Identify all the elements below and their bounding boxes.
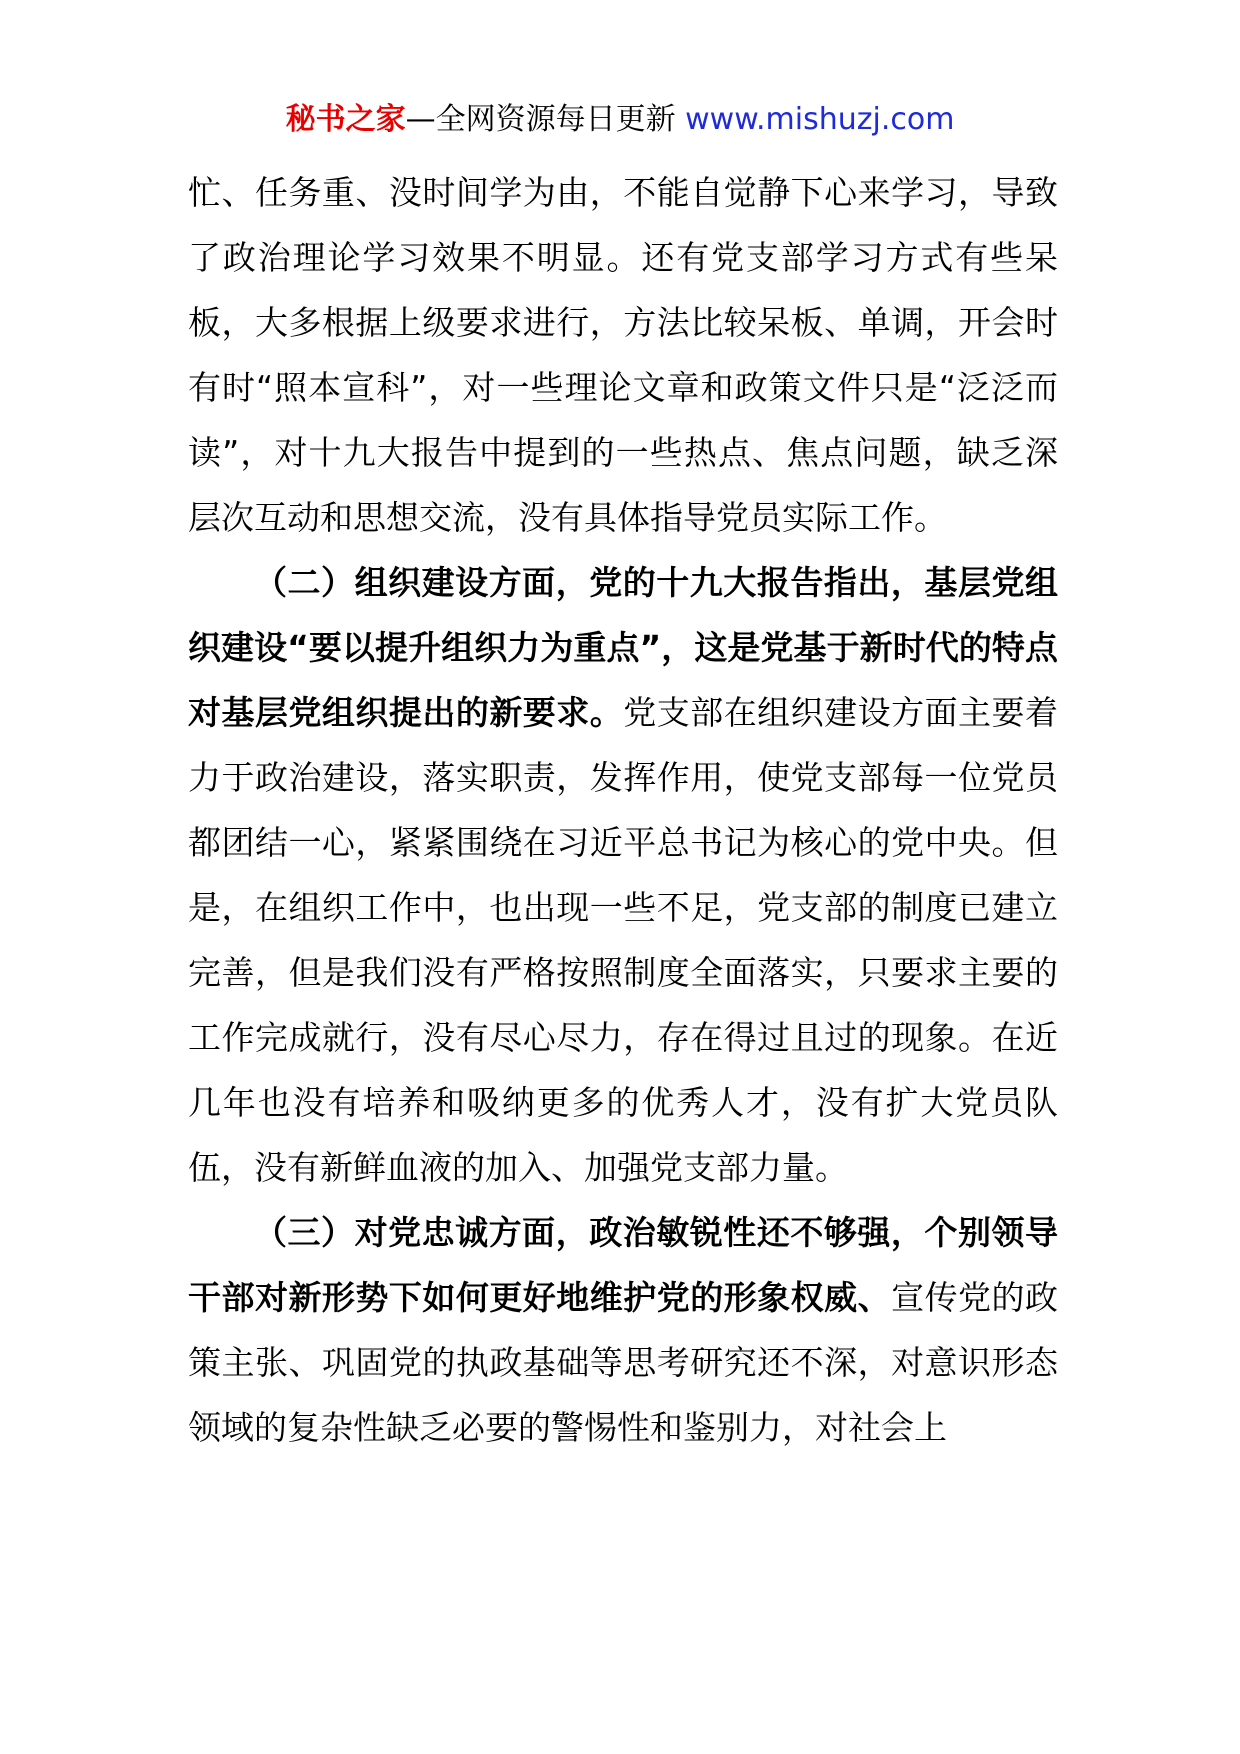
paragraph-1-text: 忙、任务重、没时间学为由，不能自觉静下心来学习，导致了政治理论学习效果不明显。还有党支部学习方式有些呆板，大多根据上级要求进行，方法比较呆板、单调，开会时有时“照本宣科”，对一些理论文章和政策文件只是“泛泛而读”，对十九大报告中提到的一些热点、焦点问题，缺乏深层次互动和思想交流，没有具体指导党员实际工作。 [188, 173, 1058, 537]
paragraph-3 [188, 1200, 1058, 1460]
page-header [0, 100, 1240, 140]
document-body [188, 160, 1058, 1460]
paragraph-2-heading: （二）组织建设方面，党的十九大报告指出，基层党组织建设“要以提升组织力为重点”，这是党基于新时代的特点对基层党组织提出的新要求。 [188, 563, 1058, 732]
paragraph-3-heading: （三）对党忠诚方面，政治敏锐性还不够强，个别领导干部对新形势下如何更好地维护党的形象权威、 [188, 1213, 1058, 1317]
paragraph-2-text: 党支部在组织建设方面主要着力于政治建设，落实职责，发挥作用，使党支部每一位党员都团结一心，紧紧围绕在习近平总书记为核心的党中央。但是，在组织工作中，也出现一些不足，党支部的制度已建立完善，但是我们没有严格按照制度全面落实，只要求主要的工作完成就行，没有尽心尽力，存在得过且过的现象。在近几年也没有培养和吸纳更多的优秀人才，没有扩大党员队伍，没有新鲜血液的加入、加强党支部力量。 [188, 693, 1059, 1187]
paragraph-1 [188, 160, 1058, 550]
brand-name: 秘书之家 [285, 102, 406, 137]
paragraph-3-text: 宣传党的政策主张、巩固党的执政基础等思考研究还不深，对意识形态领域的复杂性缺乏必要的警惕性和鉴别力，对社会上 [188, 1278, 1059, 1447]
paragraph-2 [188, 550, 1058, 1200]
header-tagline: —全网资源每日更新 [405, 102, 686, 137]
website-link[interactable]: www.mishuzj.com [685, 102, 955, 137]
